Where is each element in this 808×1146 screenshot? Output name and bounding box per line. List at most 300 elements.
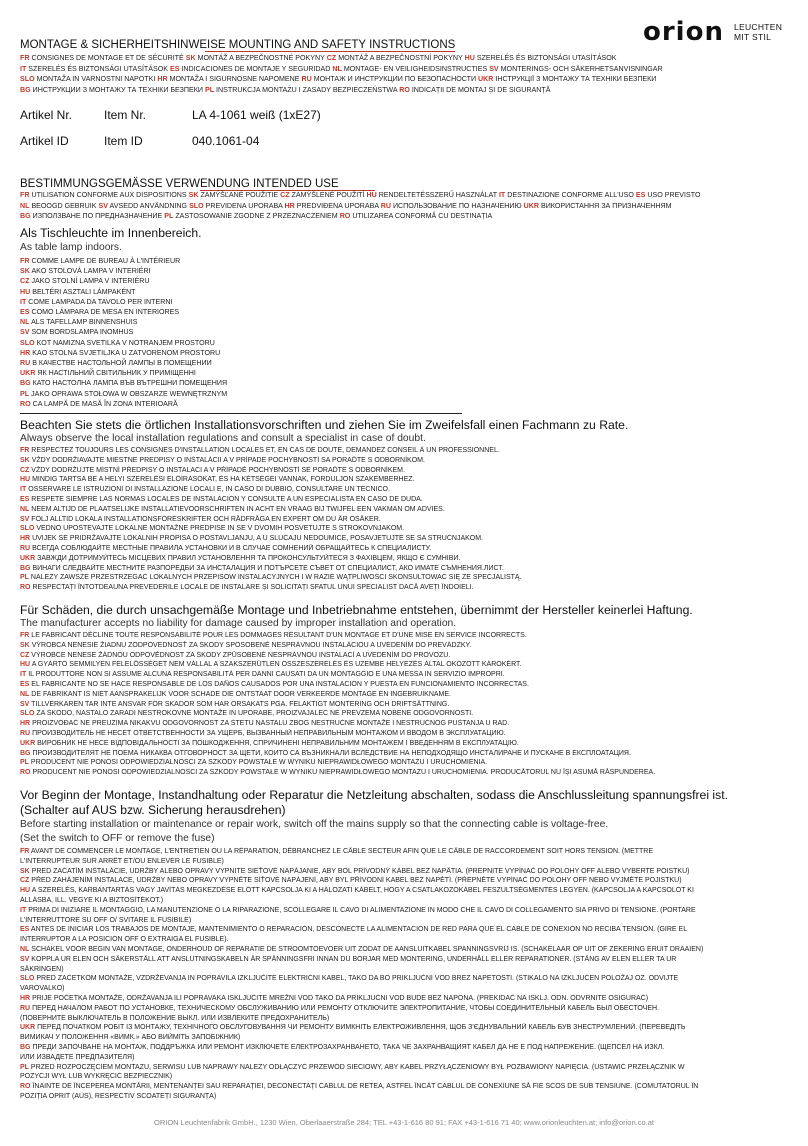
- intended-item-code: ES: [20, 308, 30, 317]
- power-line-code: IT: [20, 906, 27, 914]
- intended-item: [20, 338, 227, 348]
- liability-line-code: SK: [20, 641, 30, 649]
- regulation-line-text: ВИНАГИ СЛЕДВАЙТЕ МЕСТНИТЕ РАЗПОРЕДБИ ЗА ИНСТАЛАЦИЯ И ПОТЪРСЕТЕ СЪВЕТ ОТ СПЕЦИАЛИСТ, АКО ИМАТЕ СЪМНЕНИЯ.ЛИСТ.: [32, 564, 504, 572]
- liability-line-text: VÝROBCA NENESIE ŽIADNU ZODPOVEDNOSŤ ZA ŠKODY SPÔSOBENÉ NESPRÁVNOU INŠTALÁCIOU A UVEDENÍM DO PREVÁDZKY.: [31, 641, 472, 649]
- intended-item-text: ЯК НАСТІЛЬНИЙ СВІТИЛЬНИК У ПРИМІЩЕННІ: [37, 369, 196, 378]
- power-line: [20, 955, 790, 965]
- intended-item-code: CZ: [20, 277, 30, 286]
- intended-item-code: NL: [20, 318, 30, 327]
- liability-line: [20, 709, 790, 719]
- regulation-line: [20, 485, 790, 495]
- liability-translations: [20, 631, 790, 778]
- intended-translation-entry-text: DESTINAZIONE CONFORME ALL'USO: [507, 191, 634, 199]
- power-line-text: PRED ZAČATÍM INŠTALÁCIE, ÚDRŽBY ALEBO OPRAVY VYPNITE SIEŤOVÉ NAPÁJANIE, ABY BOL PRÍVODNÝ KÁBEL BEZ NAPÄTIA. (PREPNITE VYPÍNAČ DO POLOHY OFF ALEBO VYBERTE POISTKU): [31, 867, 690, 875]
- regulation-line: [20, 564, 790, 574]
- intended-translation-entry-text: AVSEDD ANVÄNDNING: [109, 201, 188, 210]
- liability-line-code: IT: [20, 671, 27, 679]
- intended-use-title: [20, 177, 339, 191]
- intended-translation-entry-text: ИЗПОЛЗВАНЕ ПО ПРЕДНАЗНАЧЕНИЕ: [32, 212, 163, 221]
- intended-use-list: [20, 256, 227, 409]
- power-translations: [20, 847, 790, 1102]
- liability-line-text: DE FABRIKANT IS NIET AANSPRAKELIJK VOOR SCHADE DIE ONTSTAAT DOOR VERKEERDE MONTAGE EN INGEBRUIKNAME.: [31, 690, 451, 698]
- header-translation-line: [20, 85, 790, 96]
- article-id-value: 040.1061-04: [192, 134, 260, 148]
- liability-line-code: SLO: [20, 710, 35, 718]
- power-line-text: SCHAKEL VÓÓR BEGIN VAN MONTAGE, ONDERHOUD OF REPARATIE DE STROOMTOEVOER UIT ZODAT DE AANSLUITKABEL SPANNINGSVRIJ IS. (SCHAKELAAR OP UIT OF ZEKERING ERUIT DRAAIEN): [31, 945, 704, 953]
- regulation-line-code: CZ: [20, 466, 30, 474]
- regulation-line: [20, 515, 790, 525]
- header-translation-line: [20, 64, 790, 75]
- regulation-line: [20, 475, 790, 485]
- regulation-line: [20, 573, 790, 583]
- intended-translation-entry-code: FR: [20, 191, 30, 199]
- intended-item-text: KOT NAMIZNA SVETILKA V NOTRANJEM PROSTORU: [36, 338, 215, 347]
- liability-line-text: PROIZVOĐAČ NE PREUZIMA NIKAKVU ODGOVORNOST ZA ŠTETU NASTALU ZBOG NESTRUČNE MONTAŽE I NESTRUČNOG PUŠTANJA U RAD.: [32, 720, 510, 728]
- intended-translation-entry-code: PL: [164, 212, 174, 221]
- header-translation-entry-text: MONTAŽA I SIGURNOSNE NAPOMENE: [169, 75, 300, 84]
- power-line-text: (ПОВЕРНИТЕ ВЫКЛЮЧАТЕЛЬ В ПОЛОЖЕНИЕ ВЫКЛ. ИЛИ ИЗВЛЕКИТЕ ПРЕДОХРАНИТЕЛЬ): [20, 1014, 330, 1022]
- liability-line: [20, 729, 790, 739]
- regulation-line-code: ES: [20, 495, 30, 503]
- intended-item-text: KAO STOLNA SVJETILJKA U ZATVORENOM PROSTORU: [32, 348, 221, 357]
- power-line-text: PRIJE POČETKA MONTAŽE, ODRŽAVANJA ILI POPRAVAKA ISKLJUČITE MREŽNI VOD TAKO DA PRIKLJUČNI VOD BUDE BEZ NAPONA. (PREKIDAČ NA ISKLJ. ODN. ODVRNITE OSIGURAČ): [32, 994, 649, 1002]
- intended-translation-entry-code: SV: [98, 201, 108, 210]
- intended-item: [20, 399, 227, 409]
- intended-translation-entry-text: ZAMÝŠLENÉ POUŽITÍ: [291, 191, 365, 199]
- header-translation-entry-text: MONTAGE- EN VEILIGHEIDSINSTRUCTIES: [343, 64, 488, 73]
- intended-translation-entry-text: USO PREVISTO: [647, 191, 701, 199]
- header-translation-entry-text: MONTERINGS- OCH SÄKERHETSANVISNINGAR: [500, 64, 663, 73]
- intended-item-text: COMO LÁMPARA DE MESA EN INTERIORES: [31, 308, 180, 317]
- header-translation-entry-text: ІНСТРУКЦІЇ З МОНТАЖУ ТА ТЕХНІКИ БЕЗПЕКИ: [495, 75, 657, 84]
- regulation-line-text: VEDNO UPOŠTEVAJTE LOKALNE MONTAŽNE PREDPISE IN SE V DVOMIH POSVETUJTE S STROKOVNJAKOM.: [36, 525, 405, 533]
- intended-use-title-en: INTENDED USE: [253, 178, 339, 190]
- power-line: [20, 984, 790, 994]
- regulation-line-text: OSSERVARE LE ISTRUZIONI DI INSTALLAZIONE LOCALI E, IN CASO DI DUBBIO, CONSULTARE UN TECNICO.: [28, 486, 390, 494]
- brand-logo: [643, 18, 793, 46]
- intended-item: [20, 389, 227, 399]
- regulation-line-text: NEEM ALTIJD DE PLAATSELIJKE INSTALLATIEVOORSCHRIFTEN IN ACHT EN VRAAG BIJ TWIJFEL EEN VAKMAN OM ADVIES.: [31, 505, 445, 513]
- power-line-text: ПРЕДИ ЗАПОЧВАНЕ НА МОНТАЖ, ПОДДРЪЖКА ИЛИ РЕМОНТ ИЗКЛЮЧЕТЕ ЕЛЕКТРОЗАХРАНВАНЕТО, ТАКА ЧЕ ЗАХРАНВАЩИЯТ КАБЕЛ ДА НЕ Е ПОД НАПРЕЖЕНИЕ. (ЩЕПСЕЛ НА ИЗКЛ.: [32, 1043, 665, 1051]
- intended-translation-entry-text: UTILISATION CONFORME AUX DISPOSITIONS: [31, 191, 187, 199]
- regulation-line-text: RESPECTAȚI ÎNTOTDEAUNA PREVEDERILE LOCALE DE INSTALARE ȘI SOLICITAȚI SFATUL UNUI SPECIALIST DACĂ AVEȚI ÎNDOIELI.: [32, 584, 474, 592]
- power-line: [20, 896, 790, 906]
- power-line-text: ПЕРЕД ПОЧАТКОМ РОБІТ ІЗ МОНТАЖУ, ТЕХНІЧНОГО ОБСЛУГОВУВАННЯ ЧИ РЕМОНТУ ВИМКНІТЬ ЕЛЕКТРОЖИВЛЕННЯ, ЩОБ З'ЄДНУВАЛЬНИЙ КАБЕЛЬ БУВ ЗНЕСТРУМЛЕНИЙ. (ПЕРЕВЕДІТЬ: [37, 1024, 686, 1032]
- regulation-line-text: ЗАВЖДИ ДОТРИМУЙТЕСЬ МІСЦЕВИХ ПРАВИЛ УСТАНОВЛЕННЯ ТА ПРОКОНСУЛЬТУЙТЕСЯ З ФАХІВЦЕМ, ЯКЩО Є СУМНІВИ.: [37, 554, 461, 562]
- liability-line-code: HU: [20, 661, 31, 669]
- logo-tagline-line1: LEUCHTEN: [733, 22, 783, 32]
- regulation-line-code: HU: [20, 476, 31, 484]
- intended-translation-entry-text: RENDELTETÉSSZERŰ HASZNÁLAT: [378, 191, 497, 199]
- header-translation-entry-text: MONTÁŽ A BEZPEČNOSTNÍ POKYNY: [338, 54, 463, 62]
- power-line-code: RU: [20, 1004, 31, 1012]
- intended-item-code: RO: [20, 399, 31, 408]
- liability-line-text: VÝROBCE NENESE ŽÁDNOU ODPOVĚDNOST ZA ŠKODY ZPŮSOBENÉ NESPRÁVNOU INSTALACÍ A UVEDENÍM DO PROVOZU.: [31, 651, 451, 659]
- power-line-text: ИЛИ ИЗВАДЕТЕ ПРЕДПАЗИТЕЛЯ): [20, 1053, 135, 1061]
- liability-line-code: BG: [20, 749, 31, 757]
- power-line-text: POZIȚIA OPRIT (AUS), RESPECTIV SCOATEȚI SIGURANȚA): [20, 1092, 217, 1100]
- article-id-label-en: Item ID: [104, 134, 143, 148]
- regulation-line: [20, 495, 790, 505]
- power-line-text: AVANT DE COMMENCER LE MONTAGE, L'ENTRETIEN OU LA RÉPARATION, DÉBRANCHEZ LE CÂBLE SECTEUR AFIN QUE LE CÂBLE DE RACCORDEMENT SOIT HORS TENSION. (METTRE: [30, 848, 654, 855]
- liability-line: [20, 641, 790, 651]
- power-line-text: A SZERELÉS, KARBANTARTÁS VAGY JAVÍTÁS MEGKEZDÉSE ELŐTT KAPCSOLJA KI A HÁLÓZATI KÁBELT, HOGY A CSATLAKOZÓKÁBEL FESZÜLTSÉGMENTES LEGYEN. (KAPCSOLJA A KAPCSOLÓT KI: [31, 887, 694, 895]
- regulation-line-text: RESPECTEZ TOUJOURS LES CONSIGNES D'INSTALLATION LOCALES ET, EN CAS DE DOUTE, DEMANDEZ CONSEIL À UN PROFESSIONNEL.: [31, 447, 500, 454]
- intended-item: [20, 378, 227, 388]
- header-translation-entry-text: SZERELÉS ÉS BIZTONSÁGI UTASÍTÁSOK: [476, 54, 617, 62]
- logo-tagline: [734, 22, 782, 42]
- header-translations: [20, 53, 790, 96]
- header-translation-entry-text: MONTAŽA IN VARNOSTNI NAPOTKI: [36, 75, 156, 84]
- intended-heading-en: As table lamp indoors.: [20, 242, 122, 253]
- liability-line-text: A GYÁRTÓ SEMMILYEN FELELŐSSÉGET NEM VÁLLAL A SZAKSZERŰTLEN ÖSSZESZERELÉS ÉS ÜZEMBE HELYEZÉS ÁLTAL OKOZOTT KÁROKÉRT.: [31, 661, 522, 669]
- regulation-line-code: NL: [20, 505, 30, 513]
- liability-heading-de: Für Schäden, die durch unsachgemäße Montage und Inbetriebnahme entstehen, übernimmt der Hersteller keinerlei Haftung.: [20, 603, 693, 617]
- regulation-line: [20, 524, 790, 534]
- intended-item-text: SOM BORDSLAMPA INOMHUS: [31, 328, 134, 337]
- power-line-text: ÁLLÁSBA, ILL. VEGYE KI A BIZTOSÍTÉKOT.): [20, 896, 164, 904]
- liability-line: [20, 631, 790, 641]
- intended-item-text: CA LAMPĂ DE MASĂ ÎN ZONA INTERIOARĂ: [32, 399, 178, 408]
- liability-line: [20, 700, 790, 710]
- intended-translation-entry-text: PREDVIĐENA UPORABA: [296, 201, 379, 210]
- power-line-text: L'INTERRUTTORE SU OFF O/ SVITARE IL FUSIBILE): [20, 916, 192, 924]
- power-line: [20, 876, 790, 886]
- intended-use-title-de: BESTIMMUNGSGEMÄSSE VERWENDUNG: [20, 178, 250, 190]
- regulation-line: [20, 583, 790, 593]
- power-line-text: PŘED ZAHÁJENÍM INSTALACE, ÚDRŽBY NEBO OPRAVY VYPNĚTE SÍŤOVÉ NAPÁJENÍ, ABY BYL PŘÍVODNÍ KABEL BEZ NAPĚTÍ. (PŘEPNĚTE VYPÍNAČ DO POLOHY OFF NEBO VYJMĚTE POJISTKU): [31, 877, 682, 885]
- intended-item-code: SLO: [20, 338, 35, 347]
- power-line-text: SÄKRINGEN): [20, 965, 64, 973]
- liability-line-code: FR: [20, 632, 30, 639]
- regulation-line-text: RESPETE SIEMPRE LAS NORMAS LOCALES DE INSTALACIÓN Y CONSULTE A UN ESPECIALISTA EN CASO DE DUDA.: [31, 495, 423, 503]
- regulation-line-code: PL: [20, 574, 29, 582]
- power-line: [20, 974, 790, 984]
- article-nr-label-en: Item Nr.: [104, 108, 147, 122]
- intended-item-code: HR: [20, 348, 31, 357]
- power-line-code: SV: [20, 955, 30, 963]
- intended-item: [20, 317, 227, 327]
- power-line-code: RO: [20, 1083, 31, 1091]
- intended-item-code: HU: [20, 287, 31, 296]
- company-footer: ORION Leuchtenfabrik GmbH., 1230 Wien, Oberlaaerstraße 284; TEL +43-1-616 80 91; FAX +43-1-616 71 40; www.orionleuchten.at; info@orion.co.at: [154, 1118, 654, 1127]
- liability-line: [20, 680, 790, 690]
- header-translation-entry-code: SLO: [20, 75, 35, 84]
- regulation-line-code: UKR: [20, 554, 36, 562]
- intended-translation-line: [20, 211, 790, 222]
- header-translation-entry-code: RO: [399, 86, 410, 95]
- power-heading-de-1: Vor Beginn der Montage, Instandhaltung oder Reparatur die Netzleitung abschalten, sodass die Anschlussleitung spannungsfrei ist.: [20, 788, 729, 802]
- liability-line-code: PL: [20, 759, 29, 767]
- power-line-text: ПЕРЕД НАЧАЛОМ РАБОТ ПО УСТАНОВКЕ, ТЕХНИЧЕСКОМУ ОБСЛУЖИВАНИЮ ИЛИ РЕМОНТУ ОТКЛЮЧИТЕ ЭЛЕКТРОПИТАНИЕ, ЧТОБЫ СОЕДИНИТЕЛЬНЫЙ КАБЕЛЬ БЫЛ ОБЕСТОЧЕН.: [32, 1004, 660, 1012]
- header-translation-entry-code: UKR: [478, 75, 494, 84]
- intended-translation-entry-code: SK: [188, 191, 199, 199]
- regulation-line-code: BG: [20, 564, 31, 572]
- intended-use-translations: [20, 190, 790, 222]
- power-line: [20, 945, 790, 955]
- intended-translation-entry-code: HR: [284, 201, 295, 210]
- header-translation-line: [20, 74, 790, 85]
- liability-line-text: ПРОИЗВОДИТЕЛЯТ НЕ ПОЕМА НИКАКВА ОТГОВОРНОСТ ЗА ЩЕТИ, КОИТО СА ВЪЗНИКНАЛИ ВСЛЕДСТВИЕ НА НЕПОДХОДЯЩО ИНСТАЛИРАНЕ И ПУСКАНЕ В ЕКСПЛОАТАЦИЯ.: [32, 749, 631, 757]
- intended-translation-entry-code: RU: [380, 201, 391, 210]
- liability-line-code: RO: [20, 769, 31, 777]
- liability-line-code: SV: [20, 700, 30, 708]
- header-translation-line: [20, 53, 790, 64]
- header-translation-entry-text: ИНСТРУКЦИИ З МОНТАЖУ ТА ТЕХНІКИ БЕЗПЕКИ: [32, 86, 203, 95]
- regulation-line-code: SLO: [20, 525, 35, 533]
- intended-item-code: UKR: [20, 369, 36, 378]
- intended-item: [20, 307, 227, 317]
- power-line-text: PRED ZAČETKOM MONTAŽE, VZDRŽEVANJA IN POPRAVILA IZKLJUČITE ELEKTRIČNI KABEL, TAKO DA BO PRIKLJUČNI VOD BREZ NAPETOSTI. (STIKALO NA IZKLJUČEN POLOŽAJ OZ. ODVIJTE: [36, 975, 679, 983]
- intended-item: [20, 266, 227, 276]
- intended-item: [20, 287, 227, 297]
- header-translation-entry-code: HR: [157, 75, 168, 84]
- intended-translation-entry-text: ВИКОРИСТАННЯ ЗА ПРИЗНАЧЕННЯМ: [540, 201, 672, 210]
- intended-item-text: КАТО НАСТОЛНА ЛАМПА ВЪВ ВЪТРЕШНИ ПОМЕЩЕНИЯ: [32, 379, 228, 388]
- regulations-translations: [20, 446, 790, 593]
- intended-item: [20, 327, 227, 337]
- intended-item: [20, 368, 227, 378]
- liability-line-text: PRODUCENT NIE PONOSI ODPOWIEDZIALNOŚCI ZA SZKODY POWSTAŁE W WYNIKU NIEPRAWIDŁOWEGO MONTAŻU I URUCHOMIENIA. PRODUCĂTORUL NU ÎȘI ASUMĂ RĂSPUNDEREA.: [32, 769, 656, 777]
- power-line-text: POZYCJI WYŁ LUB WYKRĘCIĆ BEZPIECZNIK): [20, 1073, 173, 1081]
- liability-line: [20, 660, 790, 670]
- power-line-code: UKR: [20, 1024, 36, 1032]
- liability-line: [20, 651, 790, 661]
- intended-item-code: SK: [20, 267, 30, 276]
- liability-line-code: CZ: [20, 651, 30, 659]
- document-title-de: MONTAGE & SICHERHEITSHINWEISE: [20, 39, 226, 51]
- intended-translation-entry-code: CZ: [280, 191, 290, 199]
- power-line-code: BG: [20, 1043, 31, 1051]
- intended-translation-entry-text: BEOOGD GEBRUIK: [31, 201, 97, 210]
- liability-line-code: RU: [20, 729, 31, 737]
- header-translation-entry-text: CONSIGNES DE MONTAGE ET DE SÉCURITÉ: [31, 54, 184, 62]
- intended-translation-entry-code: HU: [366, 191, 377, 199]
- liability-line-text: IL PRODUTTORE NON SI ASSUME ALCUNA RESPONSABILITÀ PER DANNI CAUSATI DA UN MONTAGGIO E UNA MESSA IN SERVIZIO IMPROPRI.: [28, 671, 505, 679]
- liability-line-code: UKR: [20, 739, 36, 747]
- regulations-heading-en: Always observe the local installation regulations and consult a specialist in case of doubt.: [20, 433, 426, 444]
- power-line: [20, 1092, 790, 1102]
- power-line-code: NL: [20, 945, 30, 953]
- liability-line-code: NL: [20, 690, 30, 698]
- header-translation-entry-code: BG: [20, 86, 31, 95]
- regulations-heading-de: Beachten Sie stets die örtlichen Installationsvorschriften und ziehen Sie im Zweifelsfall einen Fachmann zu Rate.: [20, 418, 629, 432]
- intended-translation-line: [20, 201, 790, 212]
- intended-item-code: PL: [20, 389, 30, 398]
- header-translation-entry-code: PL: [204, 86, 215, 95]
- header-translation-entry-code: FR: [20, 54, 30, 62]
- power-line-code: ES: [20, 926, 30, 934]
- power-line: [20, 886, 790, 896]
- intended-translation-entry-text: ZASTOSOWANIE ZGODNE Z PRZEZNACZENIEM: [175, 212, 338, 221]
- power-line-text: PRIMA DI INIZIARE IL MONTAGGIO, LA MANUTENZIONE O LA RIPARAZIONE, SCOLLEGARE IL CAVO DI ALIMENTAZIONE IN MODO CHE IL CAVO DI COLLEGAMENTO SIA PRIVO DI TENSIONE. (PORTARE: [28, 906, 696, 914]
- power-line-text: VAROVALKO): [20, 985, 65, 993]
- header-translation-entry-code: SV: [489, 64, 499, 73]
- power-line-code: HR: [20, 994, 31, 1002]
- intended-item-text: AKO STOLOVÁ LAMPA V INTERIÉRI: [31, 267, 151, 276]
- regulation-line-text: MINDIG TARTSA BE A HELYI SZERELÉSI ELŐÍRÁSOKAT, ÉS HA KÉTSÉGEI VANNAK, FORDULJON SZAKEMBERHEZ.: [32, 476, 415, 484]
- header-translation-entry-code: NL: [332, 64, 342, 73]
- power-line-code: HU: [20, 887, 31, 895]
- intended-translation-entry-code: IT: [498, 191, 506, 199]
- power-line-text: L'INTERRUPTEUR SUR ARRÊT ET/OU ENLEVER LE FUSIBLE): [20, 857, 224, 865]
- liability-line-text: PRODUCENT NIE PONOSI ODPOWIEDZIALNOŚCI ZA SZKODY POWSTAŁE W WYNIKU NIEPRAWIDŁOWEGO MONTAŻU I URUCHOMIENIA.: [30, 759, 488, 767]
- regulation-line-text: ВСЕГДА СОБЛЮДАЙТЕ МЕСТНЫЕ ПРАВИЛА УСТАНОВКИ И В СЛУЧАЕ СОМНЕНИЙ ОБРАЩАЙТЕСЬ К СПЕЦИАЛИСТУ.: [32, 544, 432, 552]
- power-heading-de-2: (Schalter auf AUS bzw. Sicherung herausdrehen): [20, 803, 286, 817]
- power-line-code: CZ: [20, 877, 30, 885]
- intended-translation-line: [20, 190, 790, 201]
- liability-line-text: EL FABRICANTE NO SE HACE RESPONSABLE DE LOS DAÑOS CAUSADOS POR UNA INSTALACIÓN Y PUESTA EN FUNCIONAMIENTO INCORRECTAS.: [31, 680, 529, 688]
- power-line: [20, 994, 790, 1004]
- header-translation-entry-code: SK: [185, 54, 196, 62]
- regulation-line: [20, 544, 790, 554]
- regulation-line: [20, 534, 790, 544]
- power-line: [20, 1072, 790, 1082]
- liability-line: [20, 739, 790, 749]
- liability-line: [20, 690, 790, 700]
- intended-item-code: FR: [20, 257, 30, 265]
- intended-item: [20, 297, 227, 307]
- power-line: [20, 965, 790, 975]
- header-translation-entry-code: RU: [301, 75, 312, 84]
- power-line-text: KOPPLA UR ELEN OCH SÄKERSTÄLL ATT ANSLUTNINGSKABELN ÄR SPÄNNINGSFRI INNAN DU BÖRJAR MED MONTERING, UNDERHÅLL ELLER REPARATIONER. (STÄNG AV ELEN ELLER TA UR: [31, 955, 677, 963]
- regulation-line-code: FR: [20, 447, 30, 454]
- intended-translation-entry-code: BG: [20, 212, 31, 221]
- intended-item-text: JAKO STOLNÍ LAMPA V INTERIÉRU: [31, 277, 150, 286]
- power-line: [20, 857, 790, 867]
- title-accent-underline: [205, 51, 455, 52]
- liability-line: [20, 758, 790, 768]
- power-line: [20, 867, 790, 877]
- intended-translation-entry-text: PREVIDENA UPORABA: [205, 201, 283, 210]
- regulation-line-code: RO: [20, 584, 31, 592]
- header-translation-entry-code: ES: [169, 64, 180, 73]
- article-id-label-de: Artikel ID: [20, 134, 69, 148]
- power-line: [20, 916, 790, 926]
- regulation-line-text: FÖLJ ALLTID LOKALA INSTALLATIONSFÖRESKRIFTER OCH RÅDFRÅGA EN EXPERT OM DU ÄR OSÄKER.: [31, 515, 381, 523]
- intended-item-text: BELTÉRI ASZTALI LÁMPAKÉNT: [32, 287, 136, 296]
- header-translation-entry-text: MONTÁŽ A BEZPEČNOSTNÉ POKYNY: [197, 54, 325, 62]
- intended-item-text: COME LAMPADA DA TAVOLO PER INTERNI: [28, 297, 173, 306]
- regulation-line-code: SK: [20, 456, 30, 464]
- header-translation-entry-code: HU: [464, 54, 475, 62]
- document-title-en: MOUNTING AND SAFETY INSTRUCTIONS: [228, 39, 456, 51]
- intended-item-code: RU: [20, 359, 31, 368]
- regulation-line: [20, 456, 790, 466]
- intended-item-text: ALS TAFELLAMP BINNENSHUIS: [31, 318, 138, 327]
- power-line-text: ÎNAINTE DE ÎNCEPEREA MONTĂRII, MENTENANȚEI SAU REPARAȚIEI, DECONECTAȚI CABLUL DE RETEA, ASTFEL ÎNCÂT CABLUL DE CONEXIUNE SĂ FIE SCOS DE SUB TENSIUNE. (COMUTATORUL ÎN: [32, 1083, 699, 1091]
- intended-item-text: В КАЧЕСТВЕ НАСТОЛЬНОЙ ЛАМПЫ В ПОМЕЩЕНИИ: [32, 359, 212, 368]
- power-line: [20, 1023, 790, 1033]
- regulation-line: [20, 446, 790, 456]
- power-line-code: SLO: [20, 975, 35, 983]
- header-translation-entry-text: INDICAȚII DE MONTAJ ȘI DE SIGURANȚĂ: [411, 86, 551, 95]
- power-line-text: ВИМИКАЧ У ПОЛОЖЕННЯ «ВИМК.» АБО ВИЙМІТЬ ЗАПОБІЖНИК): [20, 1034, 241, 1042]
- power-line: [20, 935, 790, 945]
- liability-line-code: HR: [20, 720, 31, 728]
- power-line: [20, 1063, 790, 1073]
- intended-translation-entry-code: ES: [635, 191, 646, 199]
- article-nr-value: LA 4-1061 weiß (1xE27): [192, 108, 321, 122]
- header-translation-entry-code: CZ: [326, 54, 337, 62]
- power-line-code: FR: [20, 848, 30, 855]
- power-line: [20, 1033, 790, 1043]
- regulation-line: [20, 554, 790, 564]
- power-line-code: PL: [20, 1063, 29, 1071]
- document-title: [20, 38, 455, 52]
- header-translation-entry-text: INSTRUKCJA MONTAŻU I ZASADY BEZPIECZEŃSTWA: [216, 86, 398, 95]
- intended-item-code: SV: [20, 328, 30, 337]
- liability-line-text: LE FABRICANT DÉCLINE TOUTE RESPONSABILITÉ POUR LES DOMMAGES RÉSULTANT D'UN MONTAGE ET D'UNE MISE EN SERVICE INCORRECTS.: [31, 632, 527, 639]
- intended-item-text: COMME LAMPE DE BUREAU À L'INTÉRIEUR: [31, 257, 181, 265]
- power-heading-en-2: (Set the switch to OFF or remove the fuse): [20, 833, 215, 844]
- regulation-line-code: IT: [20, 486, 27, 494]
- power-line-text: INTERRUPTOR A LA POSICIÓN OFF O EXTRAIGA EL FUSIBLE).: [20, 936, 229, 944]
- intended-item-text: JAKO OPRAWA STOŁOWA W OBSZARZE WEWNĘTRZNYM: [31, 389, 228, 398]
- liability-line: [20, 749, 790, 759]
- intended-item: [20, 348, 227, 358]
- liability-line-text: ПРОИЗВОДИТЕЛЬ НЕ НЕСЕТ ОТВЕТСТВЕННОСТИ ЗА УЩЕРБ, ВЫЗВАННЫЙ НЕПРАВИЛЬНЫМ МОНТАЖОМ И ВВОДОМ В ЭКСПЛУАТАЦИЮ.: [32, 729, 506, 737]
- power-line: [20, 906, 790, 916]
- header-translation-entry-text: INDICACIONES DE MONTAJE Y SEGURIDAD: [181, 64, 331, 73]
- logo-tagline-line2: MIT STIL: [733, 32, 772, 42]
- header-translation-entry-code: IT: [20, 64, 27, 73]
- regulation-line-text: UVIJEK SE PRIDRŽAVAJTE LOKALNIH PROPISA O POSTAVLJANJU, A U SLUČAJU NEDOUMICE, POSAVJETUJTE SE SA STRUČNJAKOM.: [32, 535, 484, 543]
- intended-translation-entry-code: UKR: [523, 201, 539, 210]
- intended-item-code: BG: [20, 379, 31, 388]
- intended-item: [20, 256, 227, 266]
- regulation-line-text: VŽDY DODRŽIAVAJTE MIESTNE PREDPISY O INŠTALÁCII A V PRÍPADE POCHYBNOSTÍ SA PORAĎTE S ODBORNÍKOM.: [31, 456, 425, 464]
- section-divider: [20, 413, 462, 414]
- intended-translation-entry-code: RO: [339, 212, 351, 221]
- liability-line-text: ВИРОБНИК НЕ НЕСЕ ВІДПОВІДАЛЬНОСТІ ЗА ПОШКОДЖЕННЯ, СПРИЧИНЕНІ НЕПРАВИЛЬНИМ МОНТАЖЕМ І ВВЕДЕННЯМ В ЕКСПЛУАТАЦІЮ.: [37, 739, 519, 747]
- header-translation-entry-text: SZERELÉS ÉS BIZTONSÁGI UTASÍTÁSOK: [28, 64, 168, 73]
- intended-translation-entry-code: SLO: [189, 201, 204, 210]
- power-line-text: ANTES DE INICIAR LOS TRABAJOS DE MONTAJE, MANTENIMIENTO O REPARACIÓN, DESCONECTE LA ALIMENTACIÓN DE RED PARA QUE EL CABLE DE CONEXIÓN NO RECIBA TENSIÓN. (GIRE EL: [30, 926, 688, 934]
- liability-line-text: TILLVERKAREN TAR INTE ANSVAR FÖR SKADOR SOM HAR ORSAKATS PGA. FELAKTIGT MONTERING OCH DRIFTSÄTTNING.: [31, 700, 450, 708]
- intended-item-code: IT: [20, 297, 27, 306]
- power-heading-en-1: Before starting installation or maintenance or repair work, switch off the mains supply so that the connecting cable is voltage-free.: [20, 819, 609, 830]
- liability-line: [20, 670, 790, 680]
- regulation-line-code: RU: [20, 544, 31, 552]
- power-line-text: PRZED ROZPOCZĘCIEM MONTAŻU, SERWISU LUB NAPRAWY NALEŻY ODŁĄCZYĆ PRZEWÓD SIECIOWY, ABY KABEL PRZYŁĄCZENIOWY BYŁ POZBAWIONY NAPIĘCIA. (USTAWIĆ PRZEŁĄCZNIK W: [30, 1063, 685, 1071]
- power-line-code: SK: [20, 867, 30, 875]
- intended-translation-entry-text: ИСПОЛЬЗОВАНИЕ ПО НАЗНАЧЕНИЮ: [392, 201, 522, 210]
- power-line: [20, 925, 790, 935]
- article-nr-label-de: Artikel Nr.: [20, 108, 73, 122]
- regulation-line: [20, 466, 790, 476]
- logo-wordmark: orion: [643, 17, 724, 47]
- power-line: [20, 1004, 790, 1014]
- liability-line-text: ZA ŠKODO, NASTALO ZARADI NESTROKOVNE MONTAŽE IN UPORABE, PROIZVAJALEC NE PREVZEMA NOBENE ODGOVORNOSTI.: [36, 710, 474, 718]
- liability-heading-en: The manufacturer accepts no liability for damage caused by improper installation and operation.: [20, 618, 457, 629]
- regulation-line-code: HR: [20, 535, 31, 543]
- power-line: [20, 847, 790, 857]
- power-line: [20, 1014, 790, 1024]
- regulation-line-text: VŽDY DODRŽUJTE MÍSTNÍ PŘEDPISY O INSTALACI A V PŘÍPADĚ POCHYBNOSTÍ SE PORAĎTE S ODBORNÍKEM.: [31, 466, 405, 474]
- power-line: [20, 1043, 790, 1053]
- intended-heading-de: Als Tischleuchte im Innenbereich.: [20, 226, 202, 240]
- article-info: [20, 108, 420, 148]
- liability-line-code: ES: [20, 680, 30, 688]
- liability-line: [20, 768, 790, 778]
- regulation-line-code: SV: [20, 515, 30, 523]
- power-line: [20, 1082, 790, 1092]
- liability-line: [20, 719, 790, 729]
- header-translation-entry-text: МОНТАЖ И ИНСТРУКЦИИ ПО БЕЗОПАСНОСТИ: [313, 75, 477, 84]
- intended-translation-entry-text: ZAMÝŠĽANÉ POUŽITIE: [200, 191, 279, 199]
- intended-translation-entry-code: NL: [20, 201, 30, 210]
